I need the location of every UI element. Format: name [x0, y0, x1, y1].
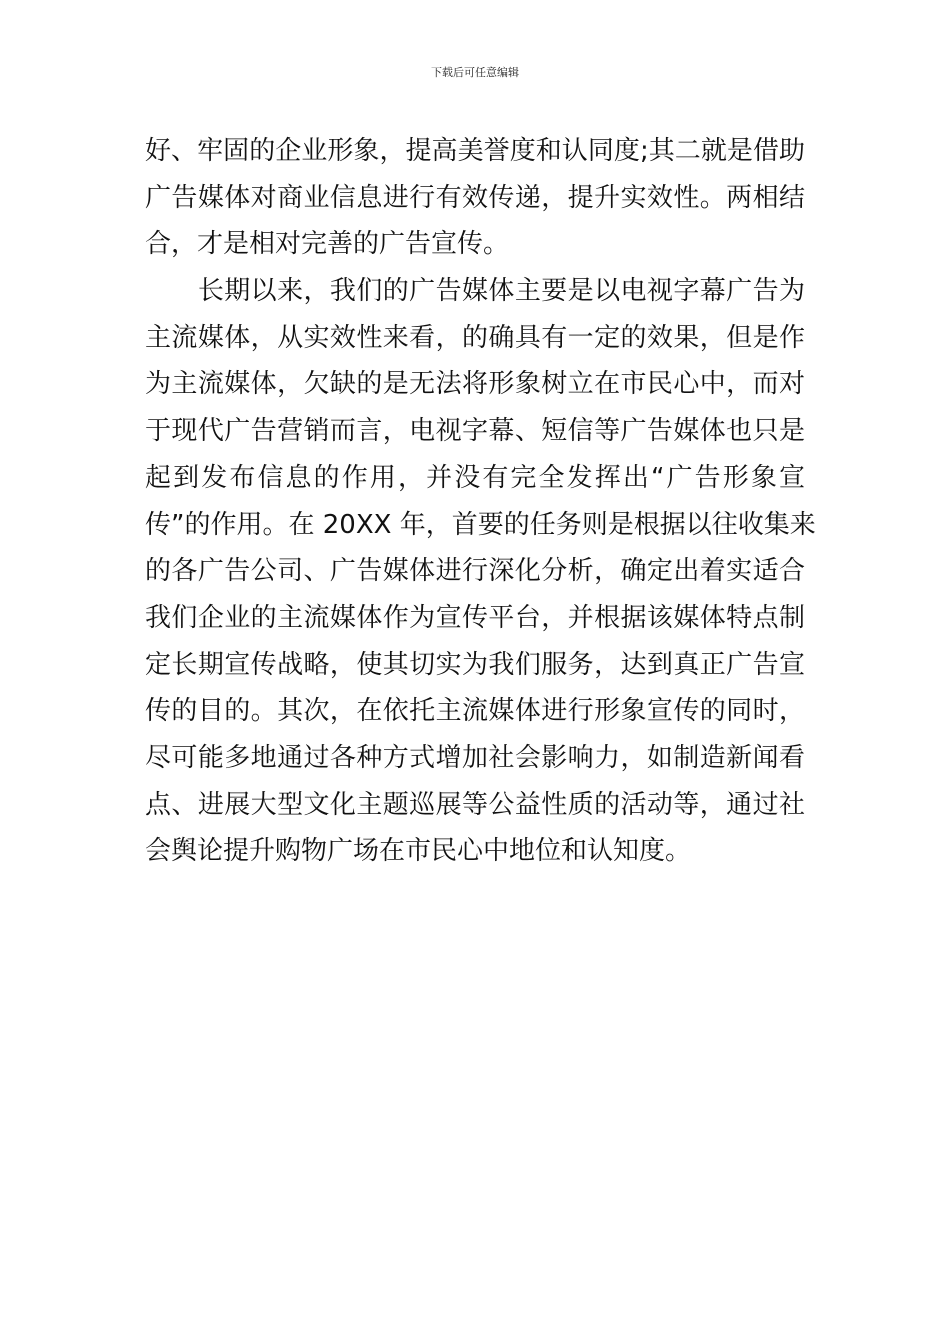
text-line: 广告媒体对商业信息进行有效传递，提升实效性。两相结	[145, 182, 805, 213]
text-line: 主流媒体，从实效性来看，的确具有一定的效果，但是作	[145, 322, 805, 353]
text-line: 合，才是相对完善的广告宣传。	[145, 229, 510, 260]
text-line: 尽可能多地通过各种方式增加社会影响力，如制造新闻看	[145, 742, 805, 773]
text-line: 会舆论提升购物广场在市民心中地位和认知度。	[145, 836, 692, 867]
text-line: 点、进展大型文化主题巡展等公益性质的活动等，通过社	[145, 789, 805, 820]
text-line: 起到发布信息的作用，并没有完全发挥出“广告形象宣	[145, 462, 805, 493]
text-line: 我们企业的主流媒体作为宣传平台，并根据该媒体特点制	[145, 602, 805, 633]
text-line: 好、牢固的企业形象，提高美誉度和认同度;其二就是借助	[145, 136, 805, 166]
paragraph-1	[145, 128, 805, 268]
page-header: 下载后可任意编辑	[431, 66, 519, 79]
text-line: 传”的作用。在 20XX 年，首要的任务则是根据以往收集来	[145, 509, 816, 540]
text-line: 传的目的。其次，在依托主流媒体进行形象宣传的同时，	[145, 696, 805, 727]
text-line: 定长期宣传战略，使其切实为我们服务，达到真正广告宣	[145, 649, 805, 680]
text-line: 于现代广告营销而言，电视字幕、短信等广告媒体也只是	[145, 416, 805, 447]
text-line: 长期以来，我们的广告媒体主要是以电视字幕广告为	[145, 276, 805, 307]
paragraph-2	[145, 268, 816, 875]
text-line: 的各广告公司、广告媒体进行深化分析，确定出着实适合	[145, 556, 805, 587]
text-line: 为主流媒体，欠缺的是无法将形象树立在市民心中，而对	[145, 369, 805, 400]
document-body	[145, 128, 816, 875]
